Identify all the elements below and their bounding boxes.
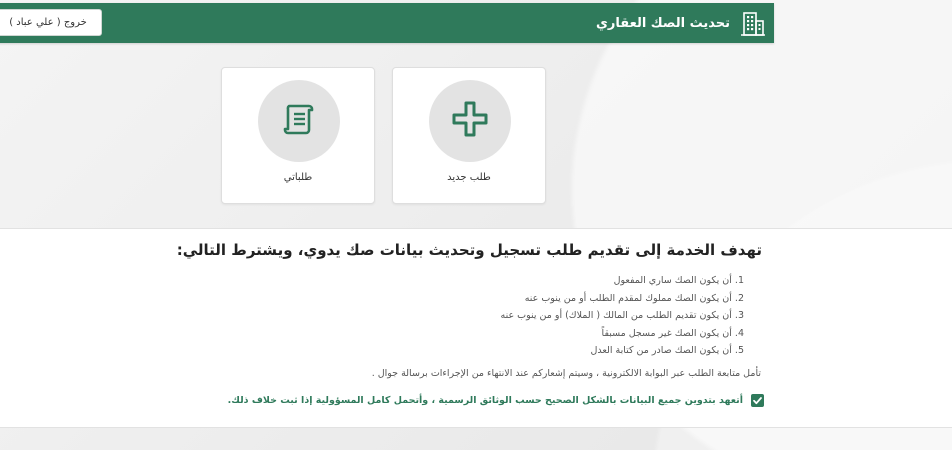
pledge-row xyxy=(228,394,764,407)
plus-icon xyxy=(450,99,490,143)
list-item: 5. أن يكون الصك صادر من كتابة العدل xyxy=(590,345,744,356)
scroll-icon xyxy=(279,99,319,143)
my-requests-label: طلباتي xyxy=(283,172,313,183)
service-info-panel xyxy=(0,228,952,428)
new-request-tile[interactable] xyxy=(392,67,546,204)
list-item: 1. أن يكون الصك ساري المفعول xyxy=(613,275,744,286)
list-item: 4. أن يكون الصك غير مسجل مسبقاً xyxy=(601,327,744,339)
my-requests-tile[interactable] xyxy=(221,67,375,204)
pledge-checkbox[interactable] xyxy=(751,394,764,407)
conditions-list xyxy=(500,272,744,360)
tile-icon-circle xyxy=(429,80,511,162)
pledge-label: أتعهد بتدوين جميع البيانات بالشكل الصحيح حسب الوثائق الرسمية ، وأتحمل كامل المسؤولية إذا ثبت خلاف ذلك. xyxy=(227,395,743,406)
building-icon xyxy=(738,9,766,37)
logout-button[interactable]: خروج ( علي عباد ) xyxy=(0,9,102,36)
page-title: تحديث الصك العقاري xyxy=(595,15,730,31)
new-request-label: طلب جديد xyxy=(447,172,491,183)
app-header xyxy=(0,3,774,43)
header-title-group xyxy=(596,9,766,37)
followup-note: تأمل متابعة الطلب عبر البوابة الالكترونية ، وسيتم إشعاركم عند الانتهاء من الإجراءات برسالة جوال . xyxy=(371,368,761,379)
tile-icon-circle xyxy=(258,80,340,162)
service-description-heading: تهدف الخدمة إلى تقديم طلب تسجيل وتحديث بيانات صك يدوي، ويشترط التالي: xyxy=(176,241,762,259)
list-item: 3. أن يكون تقديم الطلب من المالك ( الملاك) أو من ينوب عنه xyxy=(500,310,744,321)
list-item: 2. أن يكون الصك مملوك لمقدم الطلب أو من ينوب عنه xyxy=(524,292,744,304)
checkmark-icon xyxy=(752,391,763,410)
